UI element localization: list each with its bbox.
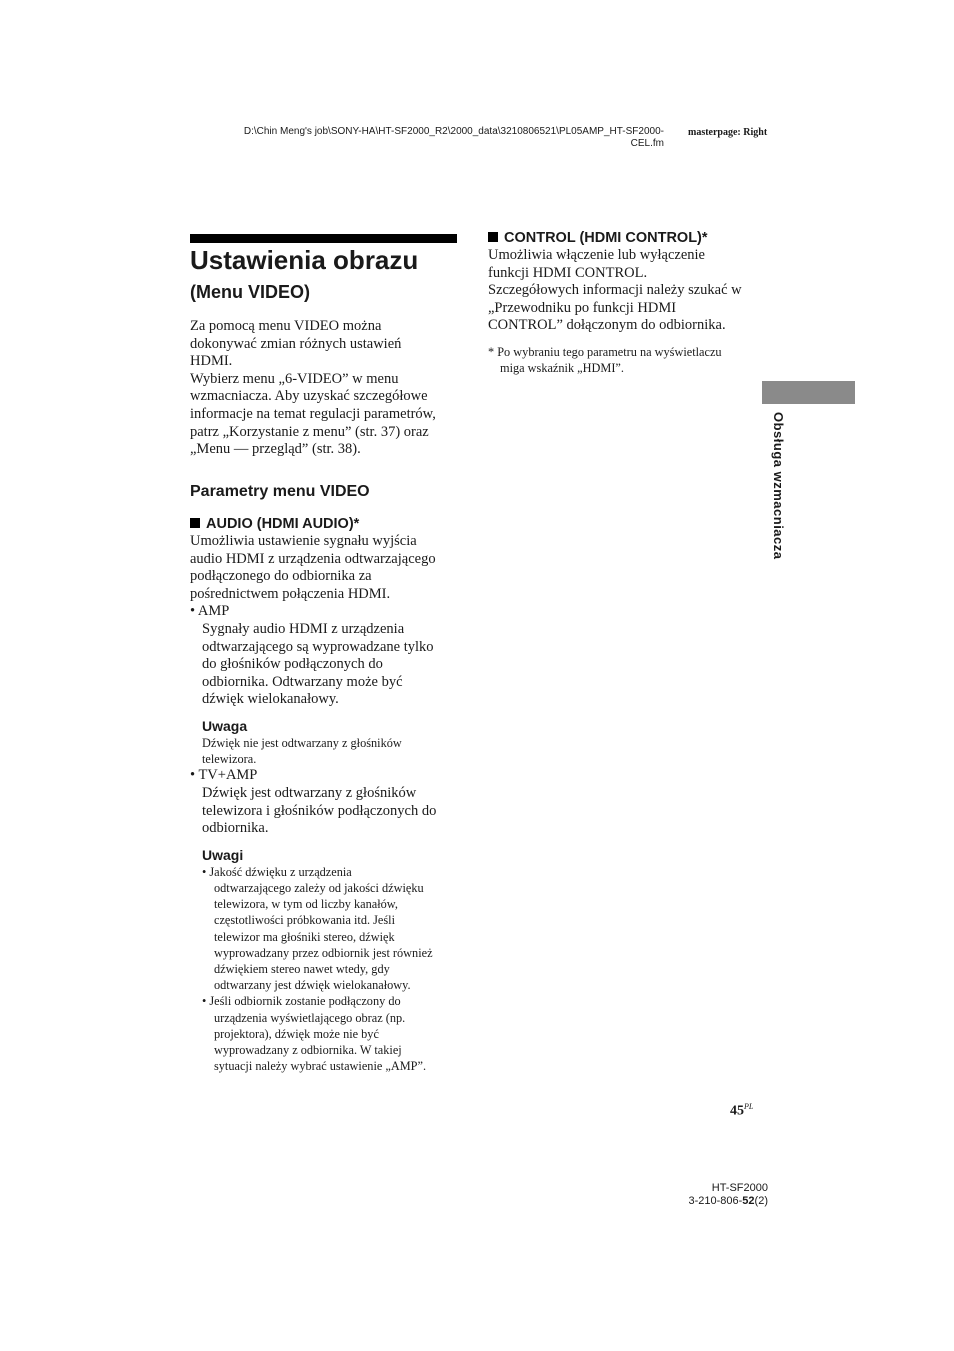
tvamp-line: Dźwięk jest odtwarzany z głośników	[202, 784, 417, 801]
uwagi-1-line: • Jakość dźwięku z urządzenia	[202, 864, 352, 879]
control-desc-line: CONTROL” dołączonym do odbiornika.	[488, 317, 726, 334]
control-desc-line: Umożliwia włączenie lub wyłączenie	[488, 247, 705, 263]
uwagi-1-line: dźwiękiem stereo nawet wtedy, gdy	[214, 961, 390, 976]
uwaga-line: Dźwięk nie jest odtwarzany z głośników	[202, 735, 402, 750]
model-code	[640, 1182, 768, 1208]
page-number-suffix: PL	[744, 1102, 754, 1111]
file-path-line-2: CEL.fm	[630, 138, 664, 149]
uwagi-2-line: sytuacji należy wybrać ustawienie „AMP”.	[214, 1059, 427, 1074]
part-number-suffix: (2)	[754, 1195, 768, 1207]
section-tab	[762, 381, 855, 404]
uwagi-2-cont	[202, 1010, 460, 1075]
file-path	[190, 126, 664, 150]
tvamp-line: odbiornika.	[202, 820, 269, 837]
uwagi-2-line: urządzenia wyświetlającego obraz (np.	[214, 1010, 406, 1025]
intro-line: HDMI.	[190, 353, 233, 370]
page-subtitle: (Menu VIDEO)	[190, 282, 310, 302]
control-desc-line: Szczegółowych informacji należy szukać w	[488, 282, 742, 299]
tvamp-option-label: • TV+AMP	[190, 767, 258, 784]
uwagi-notes	[190, 846, 460, 1075]
uwagi-1-line: telewizor ma głośniki stereo, dźwięk	[214, 929, 395, 944]
intro-line: wzmacniacza. Aby uzyskać szczegółowe	[190, 388, 428, 405]
intro-line: dokonywać zmian różnych ustawień	[190, 335, 402, 352]
page-number	[730, 1102, 753, 1120]
uwaga-note	[190, 717, 460, 767]
masterpage-label: masterpage: Right	[688, 127, 768, 138]
square-bullet-icon	[488, 232, 498, 242]
uwagi-1-line: telewizora, w tym od liczby kanałów,	[214, 897, 398, 912]
audio-desc-line: audio HDMI z urządzenia odtwarzającego	[190, 550, 436, 567]
audio-desc-line: podłączonego do odbiornika za	[190, 568, 372, 585]
uwagi-1-cont	[202, 880, 460, 993]
amp-line: do głośników podłączonych do	[202, 656, 383, 673]
part-number-prefix: 3-210-806-	[688, 1195, 743, 1207]
intro-line: informacje na temat regulacji parametrów,	[190, 405, 436, 422]
control-parameter	[488, 229, 758, 376]
square-bullet-icon	[190, 518, 200, 528]
amp-option-description	[190, 621, 460, 709]
intro-paragraph	[190, 318, 460, 459]
section-title: Parametry menu VIDEO	[190, 483, 370, 500]
control-heading	[488, 229, 758, 247]
part-number-bold: 52	[742, 1195, 755, 1207]
uwagi-2-line: • Jeśli odbiornik zostanie podłączony do	[202, 994, 401, 1009]
amp-line: odtwarzającego są wyprowadzane tylko	[202, 638, 434, 655]
footnote-line: miga wskaźnik „HDMI”.	[500, 361, 624, 376]
amp-line: Sygnały audio HDMI z urządzenia	[202, 620, 405, 637]
control-description	[488, 247, 758, 335]
uwagi-1-line: odtwarzany jest dźwięk wielokanałowy.	[214, 978, 411, 993]
model-name: HT-SF2000	[711, 1182, 768, 1194]
footnote-line: * Po wybraniu tego parametru na wyświetlaczu	[488, 344, 722, 359]
intro-line: „Menu — przegląd” (str. 38).	[190, 441, 361, 458]
uwagi-2-line: projektora), dźwięk może nie być	[214, 1026, 379, 1041]
intro-line: Wybierz menu „6-VIDEO” w menu	[190, 370, 399, 387]
uwagi-note-1	[202, 864, 460, 994]
uwaga-line: telewizora.	[202, 752, 257, 767]
amp-line: dźwięk wielokanałowy.	[202, 691, 339, 708]
amp-option-label: • AMP	[190, 603, 230, 620]
uwagi-note-2	[202, 993, 460, 1074]
audio-desc-line: pośrednictwem połączenia HDMI.	[190, 585, 391, 602]
uwagi-heading: Uwagi	[202, 846, 244, 863]
uwagi-1-line: częstotliwości próbkowania itd. Jeśli	[214, 913, 396, 928]
audio-desc-line: Umożliwia ustawienie sygnału wyjścia	[190, 533, 417, 549]
audio-heading	[190, 515, 460, 533]
audio-heading-text: AUDIO (HDMI AUDIO)*	[206, 516, 360, 532]
page-title: Ustawienia obrazu	[190, 245, 419, 275]
uwagi-2-line: wyprowadzany z odbiornika. W takiej	[214, 1042, 402, 1057]
control-desc-line: „Przewodniku po funkcji HDMI	[488, 299, 677, 316]
tvamp-option-description	[190, 785, 460, 838]
audio-parameter	[190, 515, 460, 1074]
intro-line: patrz „Korzystanie z menu” (str. 37) oraz	[190, 423, 429, 440]
tvamp-option	[190, 767, 460, 837]
uwaga-heading: Uwaga	[202, 717, 248, 734]
control-heading-text: CONTROL (HDMI CONTROL)*	[504, 230, 708, 246]
part-number	[640, 1195, 768, 1208]
intro-line: Za pomocą menu VIDEO można	[190, 318, 382, 334]
section-side-label: Obsługa wzmacniacza	[771, 412, 786, 560]
uwagi-1-line: wyprowadzany przez odbiornik jest również	[214, 945, 433, 960]
page-number-value: 45	[730, 1103, 744, 1119]
file-path-line-1: D:\Chin Meng's job\SONY-HA\HT-SF2000_R2\2000_data\3210806521\PL05AMP_HT-SF2000-	[243, 126, 664, 137]
control-footnote	[488, 344, 758, 376]
title-rule	[190, 234, 457, 243]
control-desc-line: funkcji HDMI CONTROL.	[488, 264, 648, 281]
uwagi-1-line: odtwarzającego zależy od jakości dźwięku	[214, 880, 424, 895]
uwaga-text	[202, 735, 460, 767]
amp-line: odbiornika. Odtwarzany może być	[202, 673, 403, 690]
audio-description	[190, 533, 460, 709]
tvamp-line: telewizora i głośników podłączonych do	[202, 802, 437, 819]
